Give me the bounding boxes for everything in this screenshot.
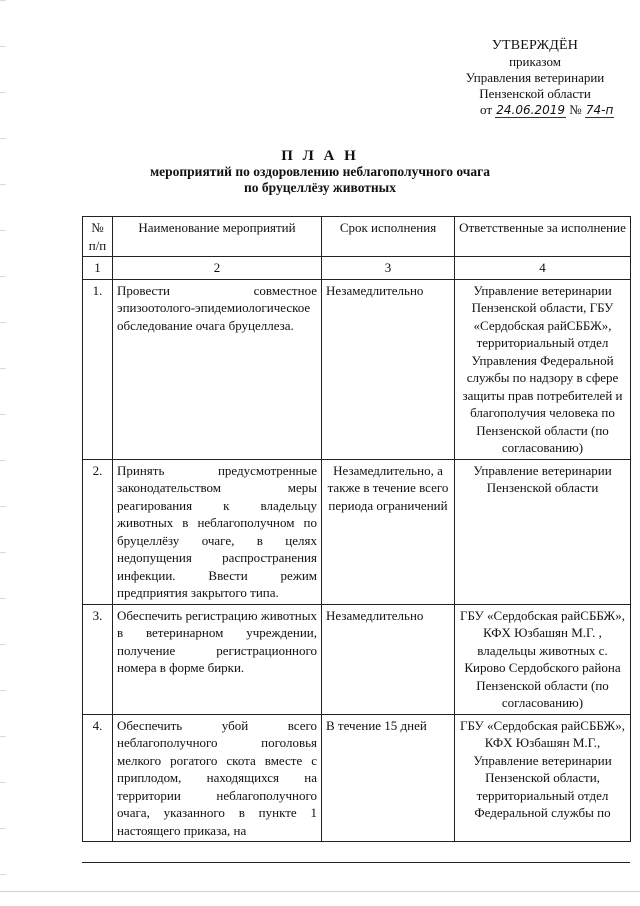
table-row — [83, 714, 631, 842]
number-label: № — [569, 102, 582, 117]
row-number: 3. — [83, 604, 113, 714]
row-term: В течение 15 дней — [322, 714, 455, 842]
approved-heading: УТВЕРЖДЁН — [491, 38, 579, 53]
column-number: 4 — [455, 257, 631, 280]
header-term: Срок исполнения — [322, 217, 455, 257]
row-responsible: ГБУ «Сердобская райСББЖ», КФХ Юзбашян М.Г., Управление ветеринарии Пензенской области, территориальный отдел Федеральной службы по — [455, 714, 631, 842]
column-number-row — [83, 257, 631, 280]
column-number: 1 — [83, 257, 113, 280]
header-num: № п/п — [83, 217, 113, 257]
table-header-row — [83, 217, 631, 257]
approved-region: Пензенской области — [479, 86, 591, 101]
document-subtitle-line2: по бруцеллёзу животных — [244, 180, 396, 195]
header-name: Наименование мероприятий — [113, 217, 322, 257]
column-number: 2 — [113, 257, 322, 280]
row-responsible: Управление ветеринарии Пензенской области — [455, 459, 631, 604]
row-measure: Провести совместное эпизоотолого-эпидемиологическое обследование очага бруцеллеза. — [113, 279, 322, 459]
from-label: от — [480, 102, 493, 117]
row-number: 1. — [83, 279, 113, 459]
row-responsible: ГБУ «Сердобская райСББЖ», КФХ Юзбашян М.Г. , владельцы животных с. Кирово Сердобского района Пензенской области (по согласованию) — [455, 604, 631, 714]
table-row — [83, 604, 631, 714]
row-number: 4. — [83, 714, 113, 842]
approved-by-order: приказом — [509, 54, 561, 69]
document-title: П Л А Н — [281, 148, 359, 164]
row-number: 2. — [83, 459, 113, 604]
order-date-number — [480, 102, 630, 118]
plan-table — [82, 216, 631, 842]
scan-margin-marks — [0, 0, 6, 905]
table-bottom-edge — [82, 862, 630, 863]
scan-bottom-strip — [0, 891, 640, 906]
table-row — [83, 279, 631, 459]
row-responsible: Управление ветеринарии Пензенской области, ГБУ «Сердобская райСББЖ», территориальный отдел Управления Федеральной службы по надзору в сфере защиты прав потребителей и благополучия человека по Пензенской области (по согласованию) — [455, 279, 631, 459]
row-measure: Принять предусмотренные законодательством меры реагирования к владельцу животных в неблагополучном по бруцеллёзу очаге, в целях недопущения распространения инфекции. Ввести режим предприятия закрытого типа. — [113, 459, 322, 604]
order-date: 24.06.2019 — [496, 103, 565, 117]
approved-department: Управления ветеринарии — [465, 70, 605, 85]
row-measure: Обеспечить убой всего неблагополучного поголовья мелкого рогатого скота вместе с приплодом, находящихся на территории неблагополучного очага, указанного в пункте 1 настоящего приказа, на — [113, 714, 322, 842]
row-term: Незамедлительно — [322, 604, 455, 714]
table-row — [83, 459, 631, 604]
order-number: 74-п — [585, 103, 614, 117]
row-term: Незамедлительно, а также в течение всего периода ограничений — [322, 459, 455, 604]
column-number: 3 — [322, 257, 455, 280]
row-term: Незамедлительно — [322, 279, 455, 459]
header-responsible: Ответственные за исполнение — [455, 217, 631, 257]
document-subtitle-line1: мероприятий по оздоровлению неблагополучного очага — [149, 164, 491, 179]
row-measure: Обеспечить регистрацию животных в ветеринарном учреждении, получение регистрационного номера в форме бирки. — [113, 604, 322, 714]
approval-stamp — [440, 38, 630, 118]
